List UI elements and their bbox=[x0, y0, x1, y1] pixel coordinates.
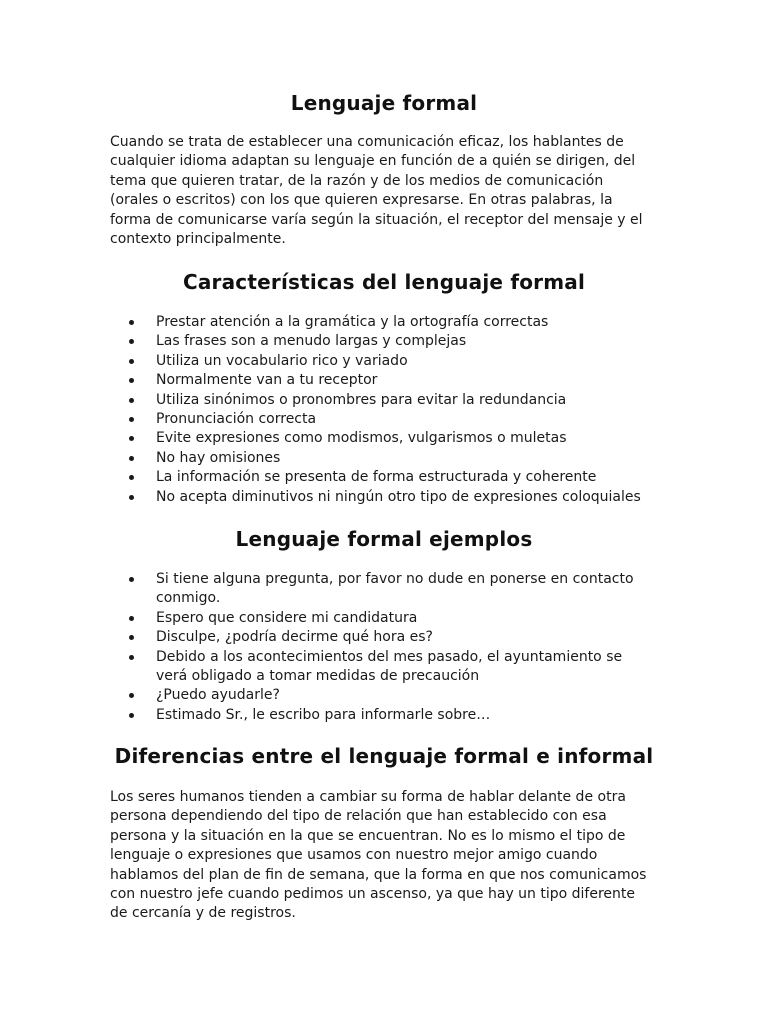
bullet-icon bbox=[129, 456, 134, 461]
bullet-icon bbox=[129, 417, 134, 422]
list-item: No acepta diminutivos ni ningún otro tipo de expresiones coloquiales bbox=[126, 488, 646, 507]
bullet-icon bbox=[129, 339, 134, 344]
list-item: Normalmente van a tu receptor bbox=[126, 371, 646, 390]
bullet-icon bbox=[129, 398, 134, 403]
bullet-icon bbox=[129, 359, 134, 364]
bullet-icon bbox=[129, 635, 134, 640]
bullet-icon bbox=[129, 495, 134, 500]
bullet-icon bbox=[129, 616, 134, 621]
section-heading-caracteristicas: Características del lenguaje formal bbox=[182, 270, 586, 294]
ejemplos-list bbox=[126, 570, 646, 725]
list-item: Prestar atención a la gramática y la ortografía correctas bbox=[126, 313, 646, 332]
list-item: Si tiene alguna pregunta, por favor no dude en ponerse en contacto conmigo. bbox=[126, 570, 646, 609]
list-item: Espero que considere mi candidatura bbox=[126, 609, 646, 628]
list-item: Evite expresiones como modismos, vulgarismos o muletas bbox=[126, 429, 646, 448]
bullet-icon bbox=[129, 320, 134, 325]
list-item: No hay omisiones bbox=[126, 449, 646, 468]
bullet-icon bbox=[129, 655, 134, 660]
bullet-icon bbox=[129, 713, 134, 718]
bullet-icon bbox=[129, 436, 134, 441]
list-item: Utiliza sinónimos o pronombres para evitar la redundancia bbox=[126, 391, 646, 410]
list-item: Debido a los acontecimientos del mes pasado, el ayuntamiento se verá obligado a tomar medidas de precaución bbox=[126, 648, 646, 687]
intro-paragraph: Cuando se trata de establecer una comunicación eficaz, los hablantes de cualquier idioma adaptan su lenguaje en función de a quién se dirigen, del tema que quieren tratar, de la razón y de los medios de comunicación (orales o escritos) con los que quieren expresarse. En otras palabras, la forma de comunicarse varía según la situación, el receptor del mensaje y el contexto principalmente. bbox=[110, 134, 643, 248]
list-item: La información se presenta de forma estructurada y coherente bbox=[126, 468, 646, 487]
caracteristicas-list bbox=[126, 313, 646, 507]
diferencias-paragraph: Los seres humanos tienden a cambiar su forma de hablar delante de otra persona dependiendo del tipo de relación que han establecido con esa persona y la situación en la que se encuentran. No es lo mismo el tipo de lenguaje o expresiones que usamos con nuestro mejor amigo cuando hablamos del plan de fin de semana, que la forma en que nos comunicamos con nuestro jefe cuando pedimos un ascenso, ya que hay un tipo diferente de cercanía y de registros. bbox=[110, 789, 647, 922]
list-item: Utiliza un vocabulario rico y variado bbox=[126, 352, 646, 371]
list-item: Pronunciación correcta bbox=[126, 410, 646, 429]
list-item: Disculpe, ¿podría decirme qué hora es? bbox=[126, 628, 646, 647]
list-item: Estimado Sr., le escribo para informarle sobre… bbox=[126, 706, 646, 725]
bullet-icon bbox=[129, 693, 134, 698]
bullet-icon bbox=[129, 475, 134, 480]
bullet-icon bbox=[129, 378, 134, 383]
section-heading-diferencias: Diferencias entre el lenguaje formal e informal bbox=[114, 744, 654, 768]
list-item: ¿Puedo ayudarle? bbox=[126, 686, 646, 705]
list-item: Las frases son a menudo largas y complejas bbox=[126, 332, 646, 351]
bullet-icon bbox=[129, 577, 134, 582]
section-heading-ejemplos: Lenguaje formal ejemplos bbox=[235, 527, 533, 551]
page-title: Lenguaje formal bbox=[290, 91, 478, 115]
